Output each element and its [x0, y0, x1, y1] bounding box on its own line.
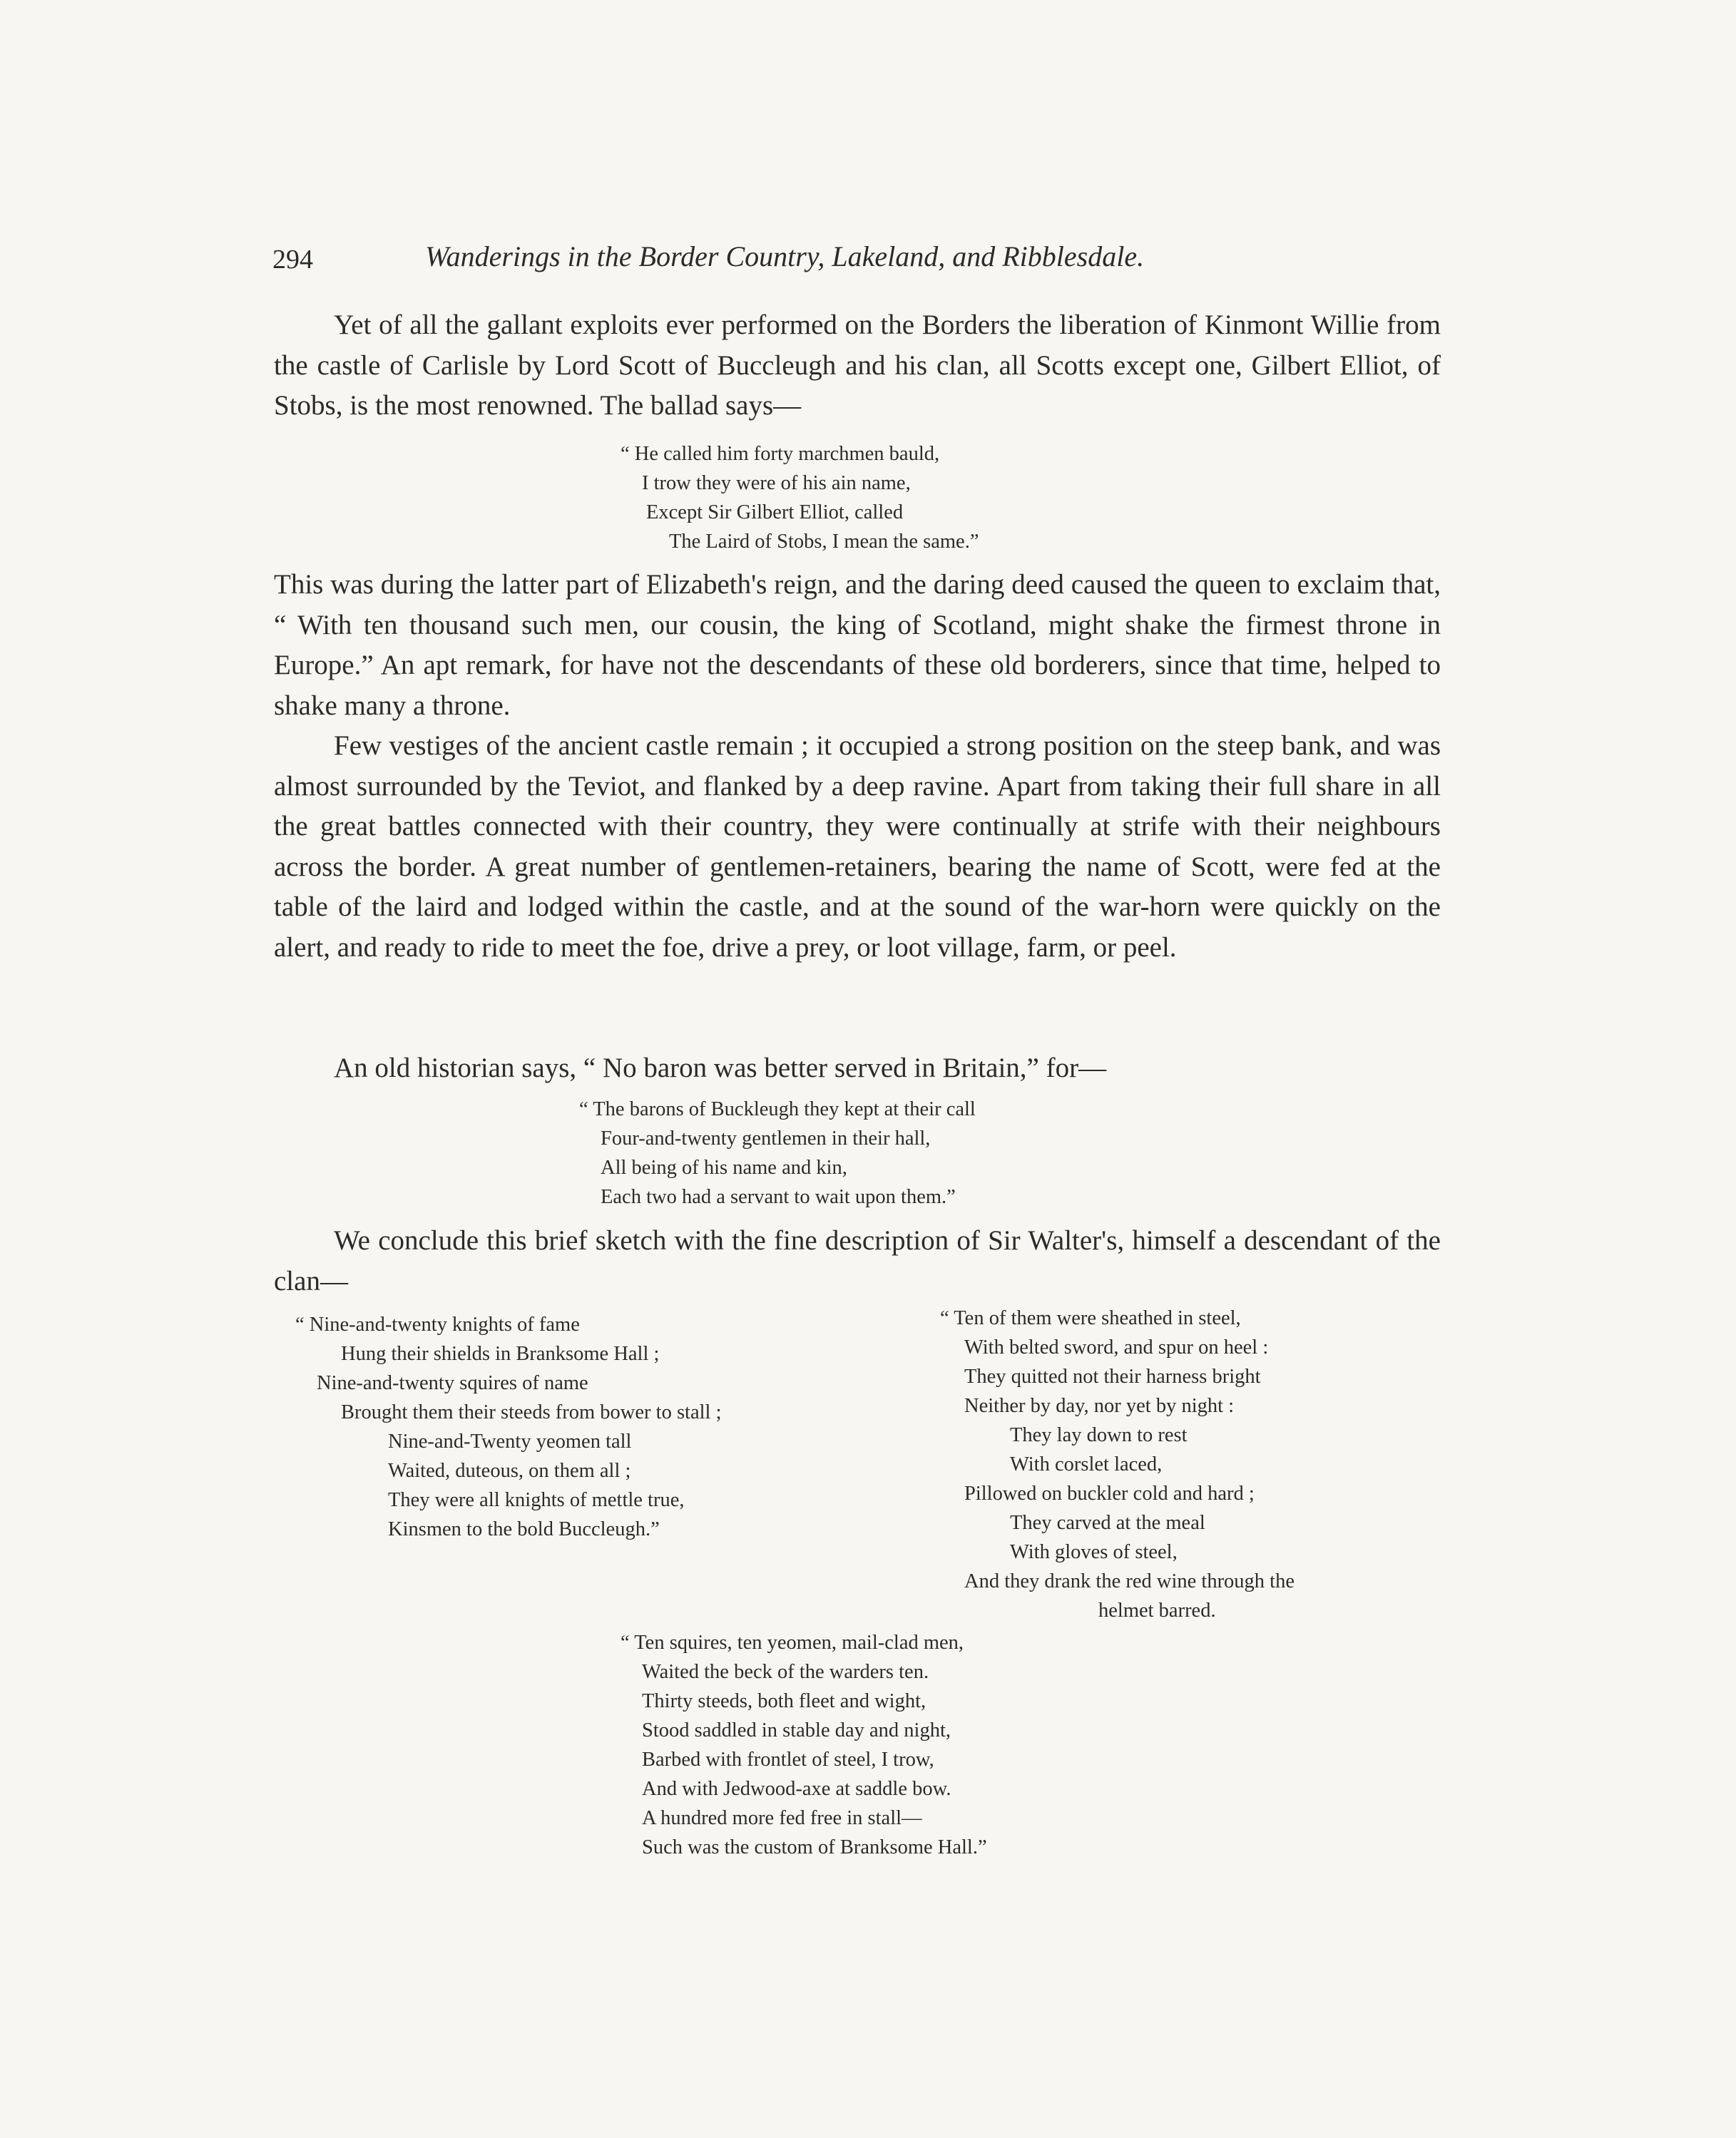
- verse-line: I trow they were of his ain name,: [642, 472, 911, 494]
- verse-line: Such was the custom of Branksome Hall.”: [642, 1836, 987, 1858]
- paragraph-historian: An old historian says, “ No baron was better served in Britain,” for—: [334, 1053, 1107, 1083]
- running-header: [272, 240, 1456, 287]
- verse-steel: [940, 1304, 1295, 1625]
- verse-line: “ The barons of Buckleugh they kept at their call: [579, 1098, 976, 1120]
- verse-line: And with Jedwood-axe at saddle bow.: [642, 1778, 951, 1800]
- verse-squires: [621, 1628, 987, 1862]
- verse-line: Waited, duteous, on them all ;: [388, 1460, 631, 1482]
- verse-line: helmet barred.: [1098, 1600, 1216, 1622]
- verse-line: Thirty steeds, both fleet and wight,: [642, 1690, 926, 1712]
- paragraph-castle: Few vestiges of the ancient castle remain ; it occupied a strong position on the steep bank, and was almost surrounded by the Teviot, and flanked by a deep ravine. Apart from taking their full share in all the great battles connected with their country, they were continually at strife with their neighbours across the border. A great number of gentlemen-retainers, bearing the name of Scott, were fed at the table of the laird and lodged within the castle, and at the sound of the war-horn were quickly on the alert, and ready to ride to meet the foe, drive a prey, or loot village, farm, or peel.: [274, 730, 1441, 963]
- verse-ballad: [621, 439, 979, 556]
- paragraph-elizabeth: This was during the latter part of Elizabeth's reign, and the daring deed caused the queen to exclaim that, “ With ten thousand such men, our cousin, the king of Scotland, might shake the firmest throne in Europe.” An apt remark, for have not the descendants of these old borderers, since that time, helped to shake many a throne.: [274, 569, 1441, 721]
- verse-line: “ He called him forty marchmen bauld,: [621, 443, 940, 465]
- book-title: Wanderings in the Border Country, Lakeland, and Ribblesdale.: [425, 240, 1145, 272]
- page-number: 294: [272, 245, 313, 275]
- verse-line: Except Sir Gilbert Elliot, called: [646, 501, 904, 523]
- verse-line: Stood saddled in stable day and night,: [642, 1719, 951, 1741]
- verse-line: Four-and-twenty gentlemen in their hall,: [601, 1127, 931, 1150]
- verse-line: Nine-and-twenty squires of name: [317, 1372, 588, 1394]
- verse-line: “ Ten of them were sheathed in steel,: [940, 1307, 1241, 1329]
- paragraph-conclusion: We conclude this brief sketch with the fine description of Sir Walter's, himself a descendant of the clan—: [274, 1225, 1441, 1296]
- verse-line: They carved at the meal: [1010, 1512, 1205, 1534]
- verse-line: They lay down to rest: [1010, 1424, 1188, 1446]
- verse-line: With corslet laced,: [1010, 1453, 1163, 1475]
- paragraph-kinmont-willie: Yet of all the gallant exploits ever performed on the Borders the liberation of Kinmont Willie from the castle of Carlisle by Lord Scott of Buccleugh and his clan, all Scotts except one, Gilbert Elliot, of Stobs, is the most renowned. The ballad says—: [274, 310, 1441, 421]
- verse-line: Barbed with frontlet of steel, I trow,: [642, 1749, 934, 1771]
- verse-line: “ Ten squires, ten yeomen, mail-clad men,: [621, 1632, 964, 1654]
- verse-barons: [579, 1095, 976, 1212]
- verse-line: Waited the beck of the warders ten.: [642, 1661, 929, 1683]
- verse-line: Each two had a servant to wait upon them.”: [601, 1186, 956, 1208]
- verse-line: With belted sword, and spur on heel :: [964, 1336, 1269, 1359]
- verse-line: A hundred more fed free in stall—: [642, 1807, 922, 1829]
- verse-line: “ Nine-and-twenty knights of fame: [295, 1314, 580, 1336]
- verse-line: Neither by day, nor yet by night :: [964, 1395, 1235, 1417]
- verse-line: Nine-and-Twenty yeomen tall: [388, 1431, 632, 1453]
- verse-line: They quitted not their harness bright: [964, 1366, 1261, 1388]
- verse-line: All being of his name and kin,: [601, 1157, 847, 1179]
- verse-line: Brought them their steeds from bower to stall ;: [341, 1401, 722, 1423]
- verse-line: Pillowed on buckler cold and hard ;: [964, 1483, 1255, 1505]
- verse-line: Kinsmen to the bold Buccleugh.”: [388, 1518, 660, 1540]
- verse-line: Hung their shields in Branksome Hall ;: [341, 1343, 660, 1365]
- verse-knights: [295, 1310, 722, 1544]
- verse-line: The Laird of Stobs, I mean the same.”: [669, 531, 979, 553]
- verse-line: They were all knights of mettle true,: [388, 1489, 685, 1511]
- verse-line: And they drank the red wine through the: [964, 1570, 1295, 1592]
- verse-line: With gloves of steel,: [1010, 1541, 1178, 1563]
